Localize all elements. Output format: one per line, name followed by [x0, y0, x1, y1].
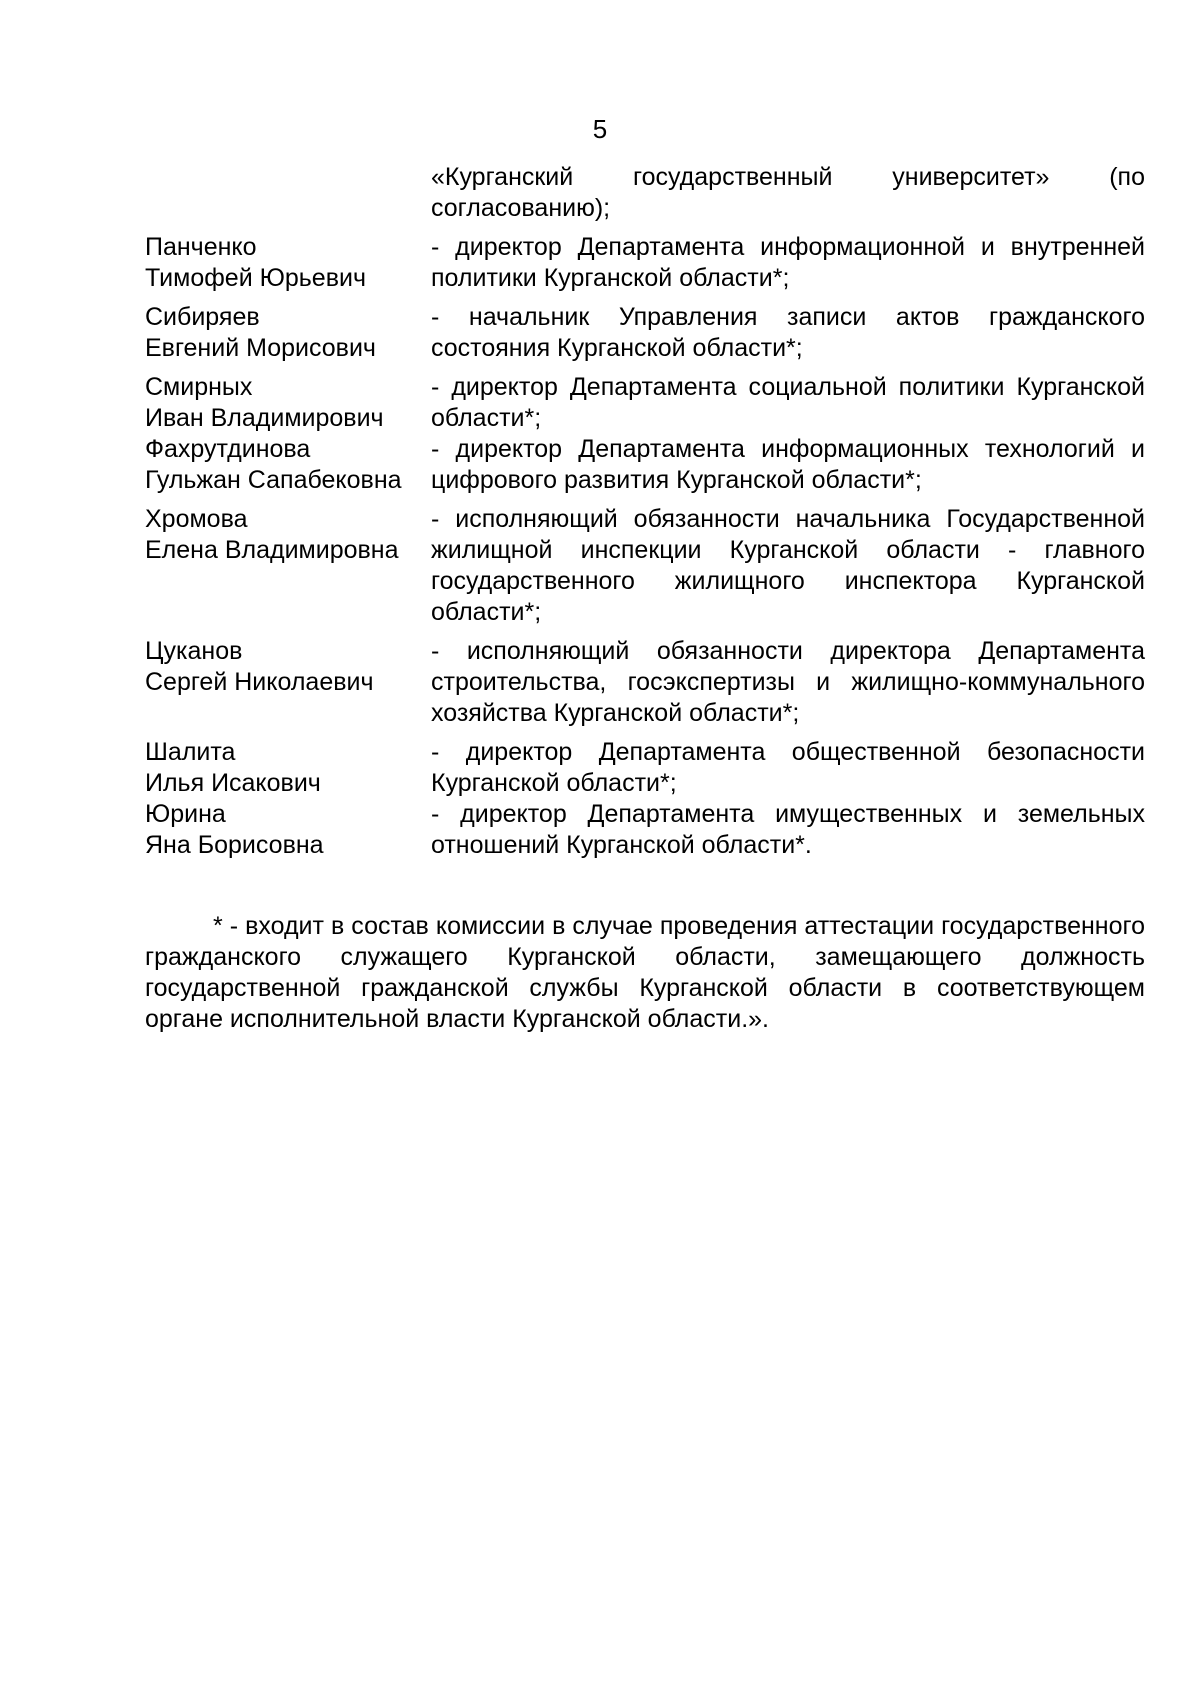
member-surname: Сибиряев [145, 303, 260, 331]
member-surname: Цуканов [145, 637, 243, 665]
footnote: * - входит в состав комиссии в случае проведения аттестации государственного гражданского служащего Курганской области, замещающего должность государственной гражданской службы Курганской области в соответствующем органе исполнительной власти Курганской области.». [145, 912, 1145, 1033]
member-position: «Курганский государственный университет» (по согласованию); [431, 163, 1145, 222]
member-surname: Юрина [145, 800, 226, 828]
member-name [145, 232, 431, 294]
member-row [145, 504, 1145, 628]
member-given-names: Евгений Морисович [145, 334, 376, 362]
member-position: - начальник Управления записи актов гражданского состояния Курганской области*; [431, 303, 1145, 362]
member-given-names: Елена Владимировна [145, 536, 399, 564]
member-row [145, 737, 1145, 799]
member-position: - директор Департамента имущественных и земельных отношений Курганской области*. [431, 800, 1145, 859]
member-name [145, 799, 431, 861]
member-row [145, 372, 1145, 434]
member-position: - исполняющий обязанности начальника Государственной жилищной инспекции Курганской области - главного государственного жилищного инспектора Курганской области*; [431, 505, 1145, 626]
member-name [145, 504, 431, 566]
member-name [145, 737, 431, 799]
member-position: - директор Департамента информационных технологий и цифрового развития Курганской области*; [431, 435, 1145, 494]
member-surname: Шалита [145, 738, 236, 766]
member-given-names: Тимофей Юрьевич [145, 264, 366, 292]
member-row [145, 302, 1145, 364]
member-position: - директор Департамента социальной политики Курганской области*; [431, 373, 1145, 432]
member-position: - директор Департамента информационной и внутренней политики Курганской области*; [431, 233, 1145, 292]
member-row [145, 162, 1145, 224]
commission-members-list [145, 162, 1145, 861]
member-row [145, 232, 1145, 294]
member-name [145, 372, 431, 434]
member-surname: Фахрутдинова [145, 435, 311, 463]
member-name [145, 302, 431, 364]
member-surname: Панченко [145, 233, 257, 261]
member-name [145, 434, 431, 496]
member-row [145, 799, 1145, 861]
member-row [145, 636, 1145, 729]
member-row [145, 434, 1145, 496]
member-surname: Смирных [145, 373, 253, 401]
member-given-names: Яна Борисовна [145, 831, 324, 859]
member-name [145, 636, 431, 698]
member-position: - директор Департамента общественной безопасности Курганской области*; [431, 738, 1145, 797]
member-given-names: Сергей Николаевич [145, 668, 374, 696]
member-position: - исполняющий обязанности директора Департамента строительства, госэкспертизы и жилищно-коммунального хозяйства Курганской области*; [431, 637, 1145, 727]
member-given-names: Иван Владимирович [145, 404, 384, 432]
member-given-names: Гульжан Сапабековна [145, 466, 402, 494]
member-surname: Хромова [145, 505, 248, 533]
page-number: 5 [592, 114, 608, 144]
member-given-names: Илья Исакович [145, 769, 321, 797]
